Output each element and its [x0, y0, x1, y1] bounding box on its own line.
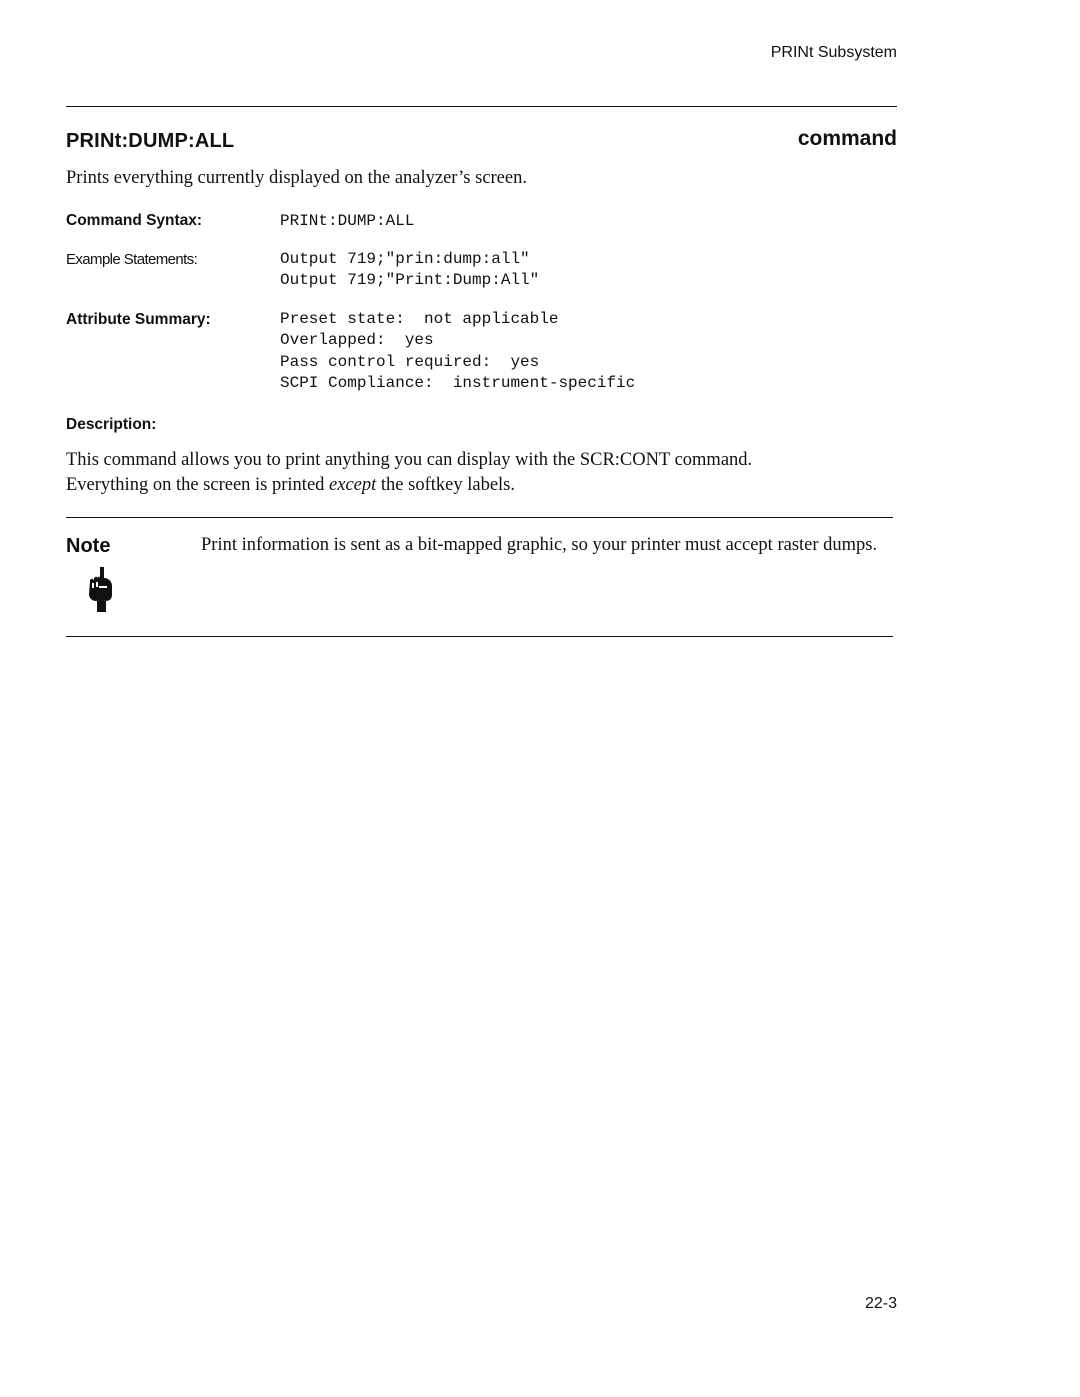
page-number: 22-3 — [864, 1295, 897, 1312]
command-title: PRINt:DUMP:ALL — [66, 130, 235, 152]
running-header: PRINt Subsystem — [770, 44, 897, 61]
attribute-summary-label: Attribute Summary: — [66, 311, 211, 328]
description-label: Description: — [66, 416, 157, 433]
description-line-2-start: Everything on the screen is printed — [66, 475, 330, 495]
title-top-rule — [66, 106, 897, 107]
note-bottom-rule — [66, 636, 893, 637]
example-statement-1: Output 719;"prin:dump:all" — [280, 250, 530, 268]
note-label: Note — [66, 535, 111, 557]
attribute-pass-control: Pass control required: yes — [280, 353, 540, 371]
command-syntax-value: PRINt:DUMP:ALL — [280, 212, 415, 230]
note-top-rule — [66, 517, 893, 518]
attribute-preset-state: Preset state: not applicable — [280, 310, 559, 328]
description-emphasis: except — [329, 475, 377, 495]
command-summary: Prints everything currently displayed on the analyzer’s screen. — [66, 168, 527, 188]
description-line-2-end: the softkey labels. — [376, 475, 516, 495]
command-type: command — [797, 127, 897, 150]
note-text: Print information is sent as a bit-mapped graphic, so your printer must accept raster dumps. — [201, 535, 878, 555]
example-statements-label: Example Statements: — [66, 251, 198, 268]
command-syntax-label: Command Syntax: — [66, 212, 203, 229]
description-text — [66, 448, 866, 498]
description-line-2 — [66, 473, 866, 498]
pointing-hand-icon — [86, 567, 114, 613]
description-line-1: This command allows you to print anything you can display with the SCR:CONT command. — [66, 450, 753, 470]
attribute-scpi-compliance: SCPI Compliance: instrument-specific — [280, 374, 636, 392]
attribute-overlapped: Overlapped: yes — [280, 331, 434, 349]
example-statement-2: Output 719;"Print:Dump:All" — [280, 271, 540, 289]
